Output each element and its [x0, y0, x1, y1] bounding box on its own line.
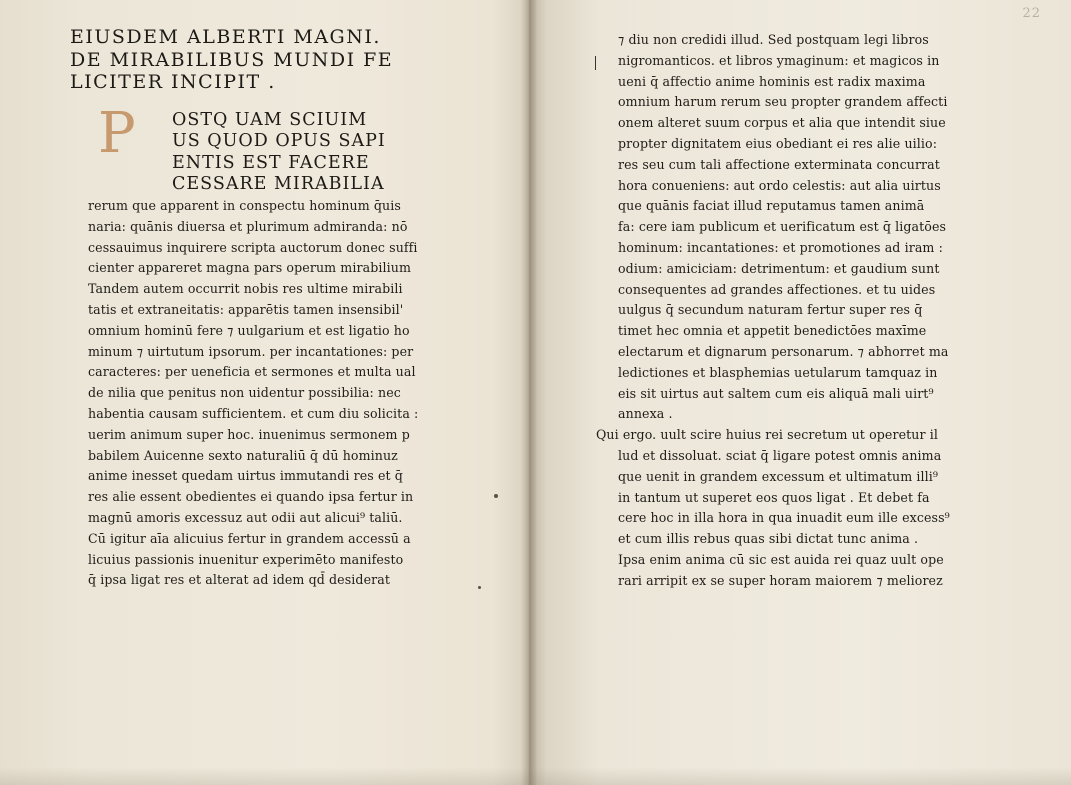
- text-line: tatis et extraneitatis: apparētis tamen insensibil': [88, 301, 404, 317]
- text-line: in tantum ut superet eos quos ligat . Et debet fa: [618, 489, 930, 505]
- right-text-block: [596, 30, 974, 592]
- text-line: magnū amoris excessuz aut odii aut alicui⁹ taliū.: [88, 509, 403, 525]
- heading-line: DE MIRABILIBUS MUNDI FE: [70, 48, 394, 71]
- text-line: consequentes ad grandes affectiones. et tu uides: [618, 281, 936, 297]
- text-line: Qui ergo. uult scire huius rei secretum ut operetur il: [596, 427, 938, 443]
- incipit-line: ENTIS EST FACERE: [172, 152, 370, 173]
- heading-line: LICITER INCIPIT .: [70, 71, 276, 93]
- margin-mark: [595, 56, 596, 70]
- text-line: habentia causam sufficientem. et cum diu solicita :: [88, 405, 419, 421]
- text-line: res seu cum tali affectione exterminata concurrat: [618, 156, 940, 172]
- text-line: cienter appareret magna pars operum mirabilium: [88, 260, 411, 276]
- incipit-line: OSTQ UAM SCIUIM: [172, 110, 368, 130]
- text-line: uerim animum super hoc. inuenimus sermonem p: [88, 426, 410, 442]
- decorated-initial: P: [98, 101, 136, 166]
- left-text-block: [88, 196, 434, 591]
- text-line: lud et dissoluat. sciat q̄ ligare potest omnis anima: [618, 447, 942, 463]
- text-line: annexa .: [618, 406, 673, 422]
- text-line: ⁊ diu non credidi illud. Sed postquam legi libros: [618, 32, 929, 47]
- text-line: Ipsa enim anima cū sic est auida rei quaz uult ope: [618, 551, 944, 567]
- text-line: Tandem autem occurrit nobis res ultime mirabili: [88, 281, 403, 297]
- page-number: 22: [1022, 6, 1041, 21]
- incipit-line: US QUOD OPUS SAPI: [172, 131, 386, 152]
- text-line: rerum que apparent in conspectu hominum q̄uis: [88, 198, 401, 213]
- text-line: cere hoc in illa hora in qua inuadit eum ille excess⁹: [618, 510, 950, 526]
- text-line: anime inesset quedam uirtus immutandi res et q̄: [88, 468, 403, 484]
- chapter-heading: [70, 26, 440, 94]
- text-line: electarum et dignarum personarum. ⁊ abhorret ma: [618, 343, 949, 359]
- text-line: propter dignitatem eius obediant ei res alie uilio:: [618, 135, 938, 151]
- text-line: rari arripit ex se super horam maiorem ⁊ meliorez: [618, 572, 943, 588]
- text-line: et cum illis rebus quas sibi dictat tunc anima .: [618, 531, 919, 547]
- text-line: res alie essent obedientes ei quando ipsa fertur in: [88, 489, 414, 505]
- text-line: caracteres: per ueneficia et sermones et multa ual: [88, 364, 416, 380]
- incipit-line: CESSARE MIRABILIA: [172, 173, 385, 194]
- text-line: babilem Auicenne sexto naturaliū q̄ dū hominuz: [88, 447, 398, 463]
- text-line: uulgus q̄ secundum naturam fertur super res q̄: [618, 302, 923, 318]
- text-line: hominum: incantationes: et promotiones ad iram :: [618, 239, 943, 255]
- text-line: cessauimus inquirere scripta auctorum donec suffi: [88, 239, 418, 255]
- text-line: omnium harum rerum seu propter grandem affecti: [618, 94, 948, 110]
- text-line: naria: quānis diuersa et plurimum admiranda: nō: [88, 218, 408, 234]
- paper-speck: [478, 586, 481, 589]
- text-line: hora conueniens: aut ordo celestis: aut alia uirtus: [618, 177, 941, 193]
- text-line: ueni q̄ affectio anime hominis est radix maxima: [618, 73, 926, 89]
- text-line: ledictiones et blasphemias uetularum tamquaz in: [618, 364, 938, 380]
- text-line: licuius passionis inuenitur experimēto manifesto: [88, 551, 404, 567]
- incipit-capitals: [172, 110, 442, 195]
- left-page: [0, 0, 528, 785]
- heading-line: EIUSDEM ALBERTI MAGNI.: [70, 26, 381, 48]
- text-line: Cū igitur aīa alicuius fertur in grandem accessū a: [88, 530, 411, 546]
- text-line: eis sit uirtus aut saltem cum eis aliquā mali uirt⁹: [618, 385, 934, 401]
- text-line: que uenit in grandem excessum et ultimatum illi⁹: [618, 468, 939, 484]
- text-line: que quānis faciat illud reputamus tamen animā: [618, 198, 925, 214]
- text-line: omnium hominū fere ⁊ uulgarium et est ligatio ho: [88, 322, 410, 338]
- text-line: timet hec omnia et appetit benedictōes maxīme: [618, 323, 927, 339]
- page-edge-shadow: [0, 767, 1071, 785]
- text-line: odium: amiciciam: detrimentum: et gaudium sunt: [618, 260, 940, 276]
- paper-speck: [494, 494, 498, 498]
- book-gutter: [521, 0, 537, 785]
- text-line: nigromanticos. et libros ymaginum: et magicos in: [618, 52, 940, 68]
- text-line: fa: cere iam publicum et uerificatum est q̄ ligatōes: [618, 219, 947, 235]
- text-line: de nilia que penitus non uidentur possibilia: nec: [88, 385, 401, 401]
- text-line: q̄ ipsa ligat res et alterat ad idem qd̄ desiderat: [88, 572, 391, 588]
- text-line: minum ⁊ uirtutum ipsorum. per incantationes: per: [88, 343, 414, 359]
- text-line: onem alteret suum corpus et alia que intendit siue: [618, 115, 946, 131]
